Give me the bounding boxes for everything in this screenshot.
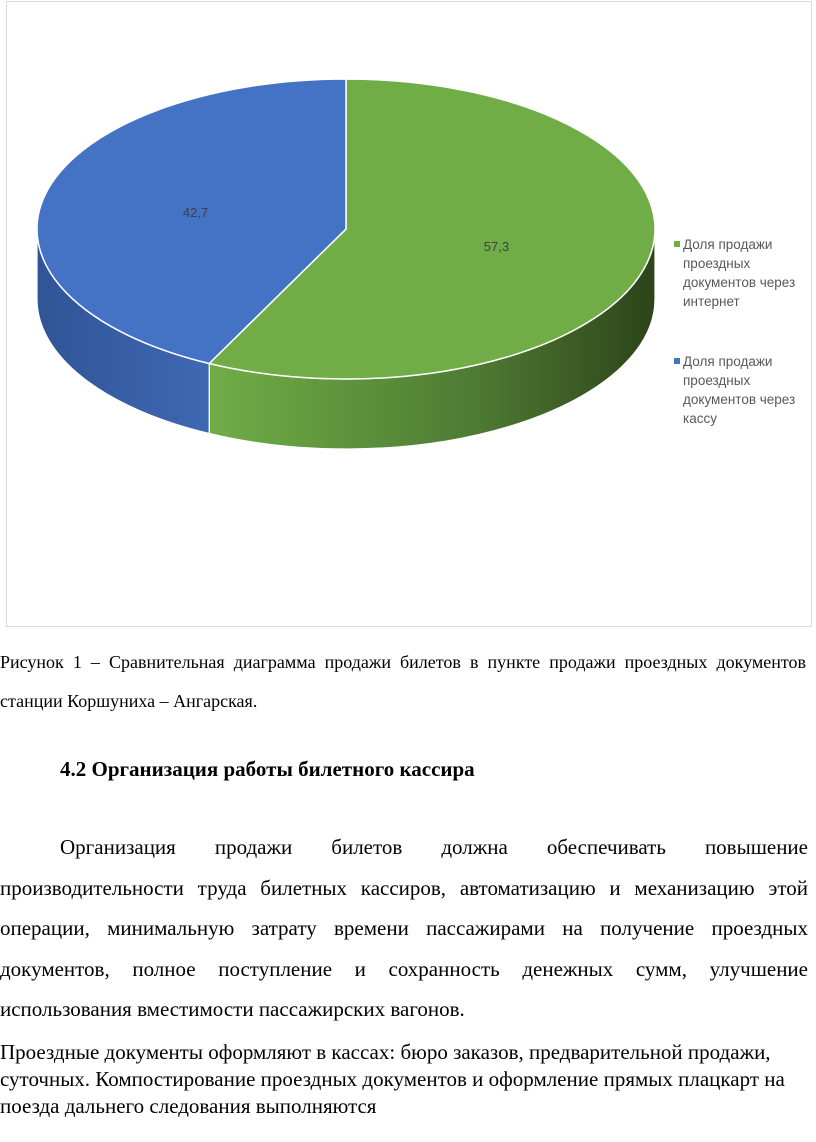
figure-caption: Рисунок 1 – Сравнительная диаграмма продажи билетов в пункте продажи проездных документов станции Коршуниха – Ангарская. xyxy=(0,652,806,711)
legend-label-kassa: Доля продажи проездных документов через кассу xyxy=(683,354,796,426)
legend-swatch-kassa xyxy=(674,358,680,364)
data-label-0: 57,3 xyxy=(483,239,510,255)
body-paragraph-1: Организация продажи билетов должна обеспечивать повышение производительности труда билетных кассиров, автоматизацию и механизацию этой операции, минимальную затрату времени пассажирами на получение проездных документов, полное поступление и сохранность денежных сумм, улучшение использования вместимости пассажирских вагонов. xyxy=(0,835,808,1021)
data-label-1: 42,7 xyxy=(182,204,209,220)
section-heading: 4.2 Организация работы билетного кассира xyxy=(60,757,475,781)
chart-area xyxy=(6,1,812,627)
pie-chart xyxy=(7,2,813,628)
legend-label-internet: Доля продажи проездных документов через интернет xyxy=(683,237,796,309)
body-paragraph-2: Проездные документы оформляют в кассах: бюро заказов, предварительной продажи, суточных. Компостирование проездных документов и оформление прямых плацкарт на поезда дальнего следования выполняются xyxy=(0,1040,785,1118)
legend-item-internet xyxy=(683,235,813,311)
legend-swatch-internet xyxy=(674,241,680,247)
legend-item-kassa xyxy=(683,352,813,428)
